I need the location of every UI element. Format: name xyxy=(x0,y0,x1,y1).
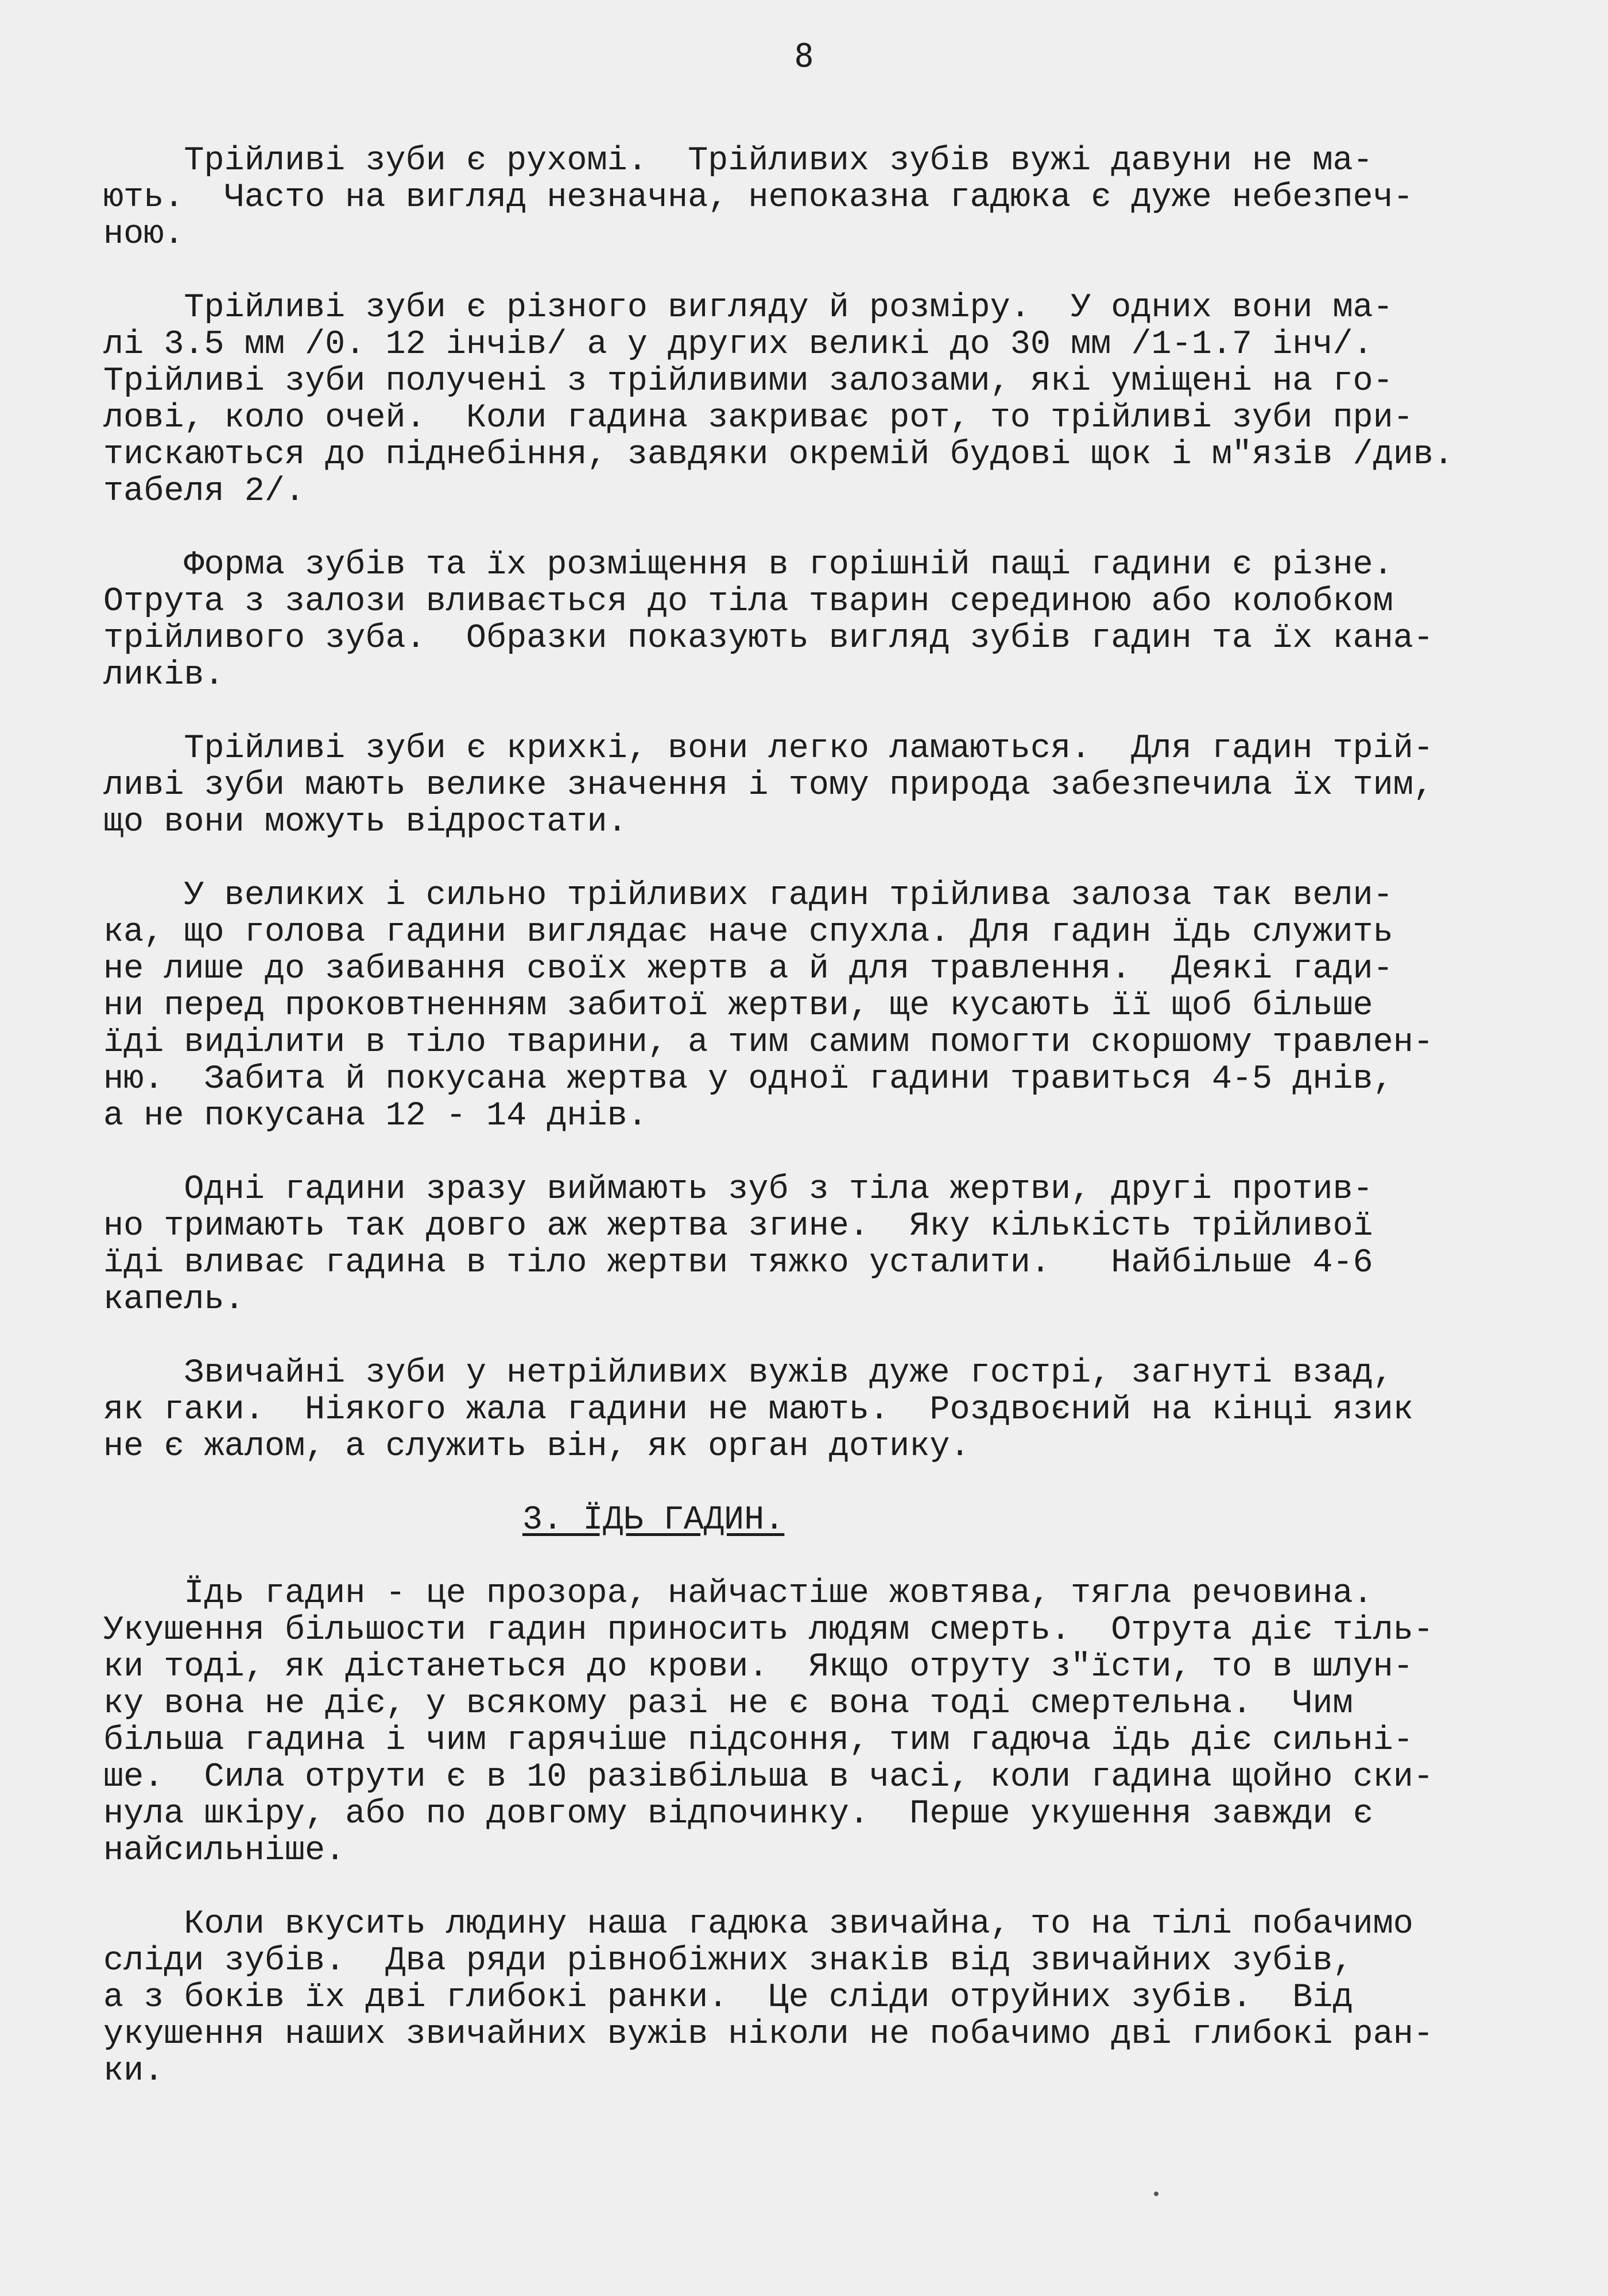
section-heading: 3. ЇДЬ ГАДИН. xyxy=(522,1500,785,1539)
page-body xyxy=(103,142,1550,2126)
paragraph: Їдь гадин - це прозора, найчастіше жовтява, тягла речовина. Укушення більшости гадин приносить людям смерть. Отрута діє тіль- ки тоді, як дістанеться до крови. Якщо отруту з"їсти, то в шлун- ку вона не діє, у всякому разі не є вона тоді смертельна. Чим більша гадина і чим гарячіше підсоння, тим гадюча їдь діє сильні- ше. Сила отрути є в 10 разівбільша в часі, коли гадина щойно ски- нула шкіру, або по довгому відпочинку. Перше укушення завжди є найсильніше. xyxy=(103,1574,1433,1870)
paragraph: Форма зубів та їх розміщення в горішній пащі гадини є різне. Отрута з залози вливається до тіла тварин серединою або колобком трійливого зуба. Образки показують вигляд зубів гадин та їх кана- ликів. xyxy=(103,545,1433,694)
paragraph: У великих і сильно трійливих гадин трійлива залоза так вели- ка, що голова гадини виглядає наче спухла. Для гадин їдь служить не лише до забивання своїх жертв а й для травлення. Деякі гади- ни перед проковтненням забитої жертви, ще кусають її щоб більше їді виділити в тіло тварини, а тим самим помогти скоршому травлен- ню. Забита й покусана жертва у одної гадини травиться 4-5 днів, а не покусана 12 - 14 днів. xyxy=(103,876,1433,1135)
paragraph: Трійливі зуби є рухомі. Трійливих зубів вужі давуни не ма- ють. Часто на вигляд незначна, непоказна гадюка є дуже небезпеч- ною. xyxy=(103,141,1413,253)
paragraph: Одні гадини зразу виймають зуб з тіла жертви, другі против- но тримають так довго аж жертва згине. Яку кількість трійливої їді вливає гадина в тіло жертви тяжко усталити. Найбільше 4-6 капель. xyxy=(103,1170,1373,1318)
page-number: 8 xyxy=(794,37,814,75)
ink-speck xyxy=(1154,2192,1158,2196)
paragraph: Звичайні зуби у нетрійливих вужів дуже гострі, загнуті взад, як гаки. Ніякого жала гадини не мають. Роздвоєний на кінці язик не є жалом, а служить він, як орган дотику. xyxy=(103,1353,1413,1465)
paragraph: Трійливі зуби є крихкі, вони легко ламаються. Для гадин трій- ливі зуби мають велике значення і тому природа забезпечила їх тим, що вони можуть відростати. xyxy=(103,729,1433,841)
paragraph: Коли вкусить людину наша гадюка звичайна, то на тілі побачимо сліди зубів. Два ряди рівнобіжних знаків від звичайних зубів, а з боків їх дві глибокі ранки. Це сліди отруйних зубів. Від укушення наших звичайних вужів ніколи не побачимо дві глибокі ран- ки. xyxy=(103,1905,1433,2090)
paragraph: Трійливі зуби є різного вигляду й розміру. У одних вони ма- лі 3.5 мм /0. 12 інчів/ а у других великі до 30 мм /1-1.7 інч/. Трійливі зуби получені з трійливими залозами, які уміщені на го- лові, коло очей. Коли гадина закриває рот, то трійливі зуби при- тискаються до піднебіння, завдяки окремій будові щок і м"язів /див. табеля 2/. xyxy=(103,288,1454,510)
